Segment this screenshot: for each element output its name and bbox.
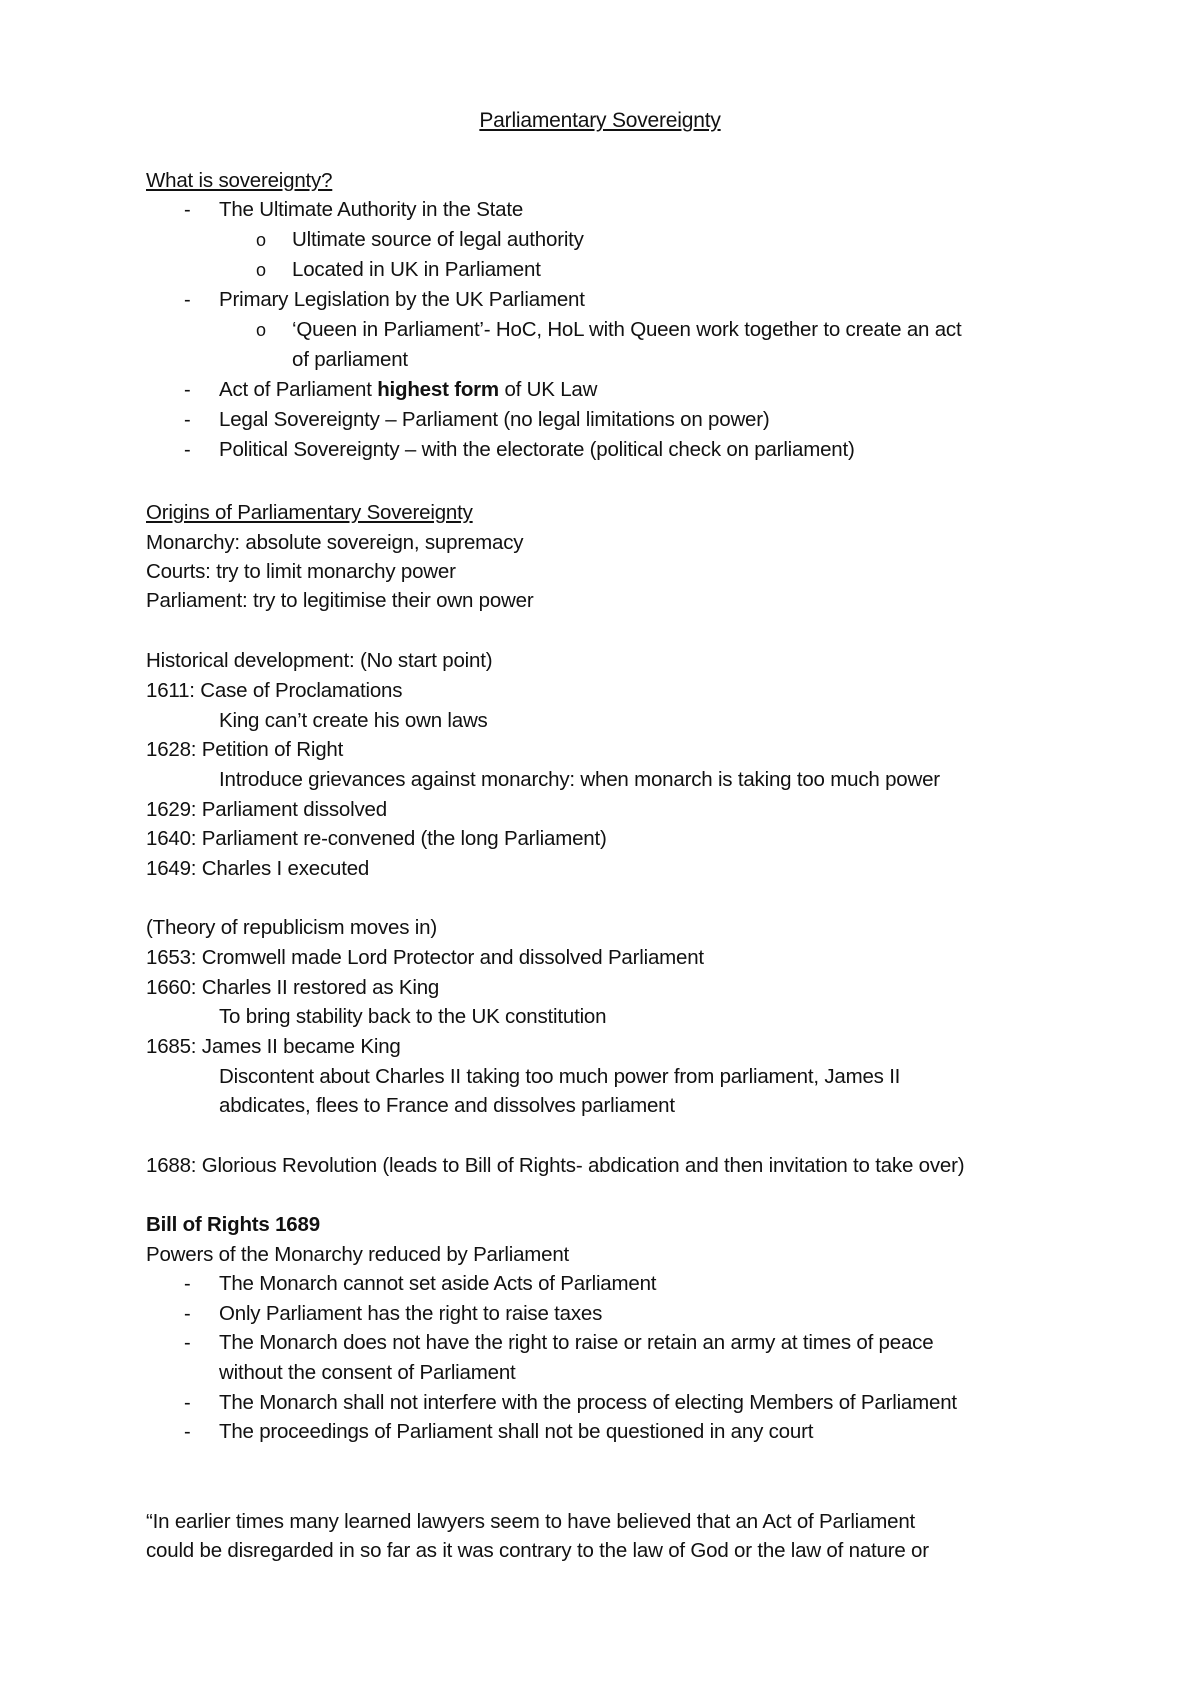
section-heading-historical: Historical development: (No start point) (146, 649, 493, 672)
timeline-entry: 1685: James II became King (146, 1035, 401, 1058)
list-item: Political Sovereignty – with the electorate (political check on parliament) (219, 438, 855, 461)
dash-bullet: - (184, 1421, 191, 1443)
dash-bullet: - (184, 289, 191, 311)
dash-bullet: - (184, 1392, 191, 1414)
section-heading-bill-of-rights: Bill of Rights 1689 (146, 1213, 320, 1236)
quote-line: could be disregarded in so far as it was contrary to the law of God or the law of nature or (146, 1539, 929, 1562)
quote-line: “In earlier times many learned lawyers seem to have believed that an Act of Parliament (146, 1510, 916, 1533)
list-item: The Ultimate Authority in the State (219, 198, 524, 221)
list-item: Legal Sovereignty – Parliament (no legal limitations on power) (219, 408, 770, 431)
timeline-note: Discontent about Charles II taking too much power from parliament, James II (219, 1065, 901, 1088)
sub-list-item: Located in UK in Parliament (292, 258, 541, 281)
timeline-entry: 1653: Cromwell made Lord Protector and dissolved Parliament (146, 946, 704, 969)
page-title: Parliamentary Sovereignty (479, 109, 721, 132)
dash-bullet: - (184, 1273, 191, 1295)
list-item: Primary Legislation by the UK Parliament (219, 288, 585, 311)
text-line: Courts: try to limit monarchy power (146, 560, 456, 583)
timeline-entry: 1660: Charles II restored as King (146, 976, 440, 999)
text-line: Monarchy: absolute sovereign, supremacy (146, 531, 524, 554)
timeline-entry: 1640: Parliament re-convened (the long Parliament) (146, 827, 607, 850)
section-heading-sovereignty: What is sovereignty? (146, 169, 333, 192)
dash-bullet: - (184, 1303, 191, 1325)
list-item: The Monarch shall not interfere with the process of electing Members of Parliament (219, 1391, 957, 1414)
list-item: The Monarch does not have the right to raise or retain an army at times of peace (219, 1331, 934, 1354)
list-item: The Monarch cannot set aside Acts of Parliament (219, 1272, 657, 1295)
text-line: Parliament: try to legitimise their own power (146, 589, 534, 612)
text-line: Powers of the Monarchy reduced by Parliament (146, 1243, 570, 1266)
timeline-note: Introduce grievances against monarchy: when monarch is taking too much power (219, 768, 940, 791)
sub-list-item: Ultimate source of legal authority (292, 228, 584, 251)
timeline-entry: 1688: Glorious Revolution (leads to Bill of Rights- abdication and then invitation to take over) (146, 1154, 965, 1177)
list-item: Act of Parliament highest form of UK Law (219, 378, 598, 401)
timeline-note: abdicates, flees to France and dissolves parliament (219, 1094, 675, 1117)
timeline-note: King can’t create his own laws (219, 709, 488, 732)
list-item-continued: without the consent of Parliament (219, 1361, 516, 1384)
timeline-entry: 1628: Petition of Right (146, 738, 344, 761)
timeline-entry: 1611: Case of Proclamations (146, 679, 403, 702)
dash-bullet: - (184, 439, 191, 461)
circle-bullet: o (256, 260, 267, 280)
dash-bullet: - (184, 1332, 191, 1354)
section-heading-republicism: (Theory of republicism moves in) (146, 916, 437, 939)
dash-bullet: - (184, 409, 191, 431)
list-item: Only Parliament has the right to raise taxes (219, 1302, 603, 1325)
section-heading-origins: Origins of Parliamentary Sovereignty (146, 501, 473, 524)
timeline-note: To bring stability back to the UK constitution (219, 1005, 607, 1028)
dash-bullet: - (184, 199, 191, 221)
circle-bullet: o (256, 230, 267, 250)
dash-bullet: - (184, 379, 191, 401)
timeline-entry: 1649: Charles I executed (146, 857, 370, 880)
timeline-entry: 1629: Parliament dissolved (146, 798, 387, 821)
list-item: The proceedings of Parliament shall not be questioned in any court (219, 1420, 814, 1443)
sub-list-item-continued: of parliament (292, 348, 408, 371)
circle-bullet: o (256, 320, 267, 340)
sub-list-item: ‘Queen in Parliament’- HoC, HoL with Queen work together to create an act (292, 318, 962, 341)
